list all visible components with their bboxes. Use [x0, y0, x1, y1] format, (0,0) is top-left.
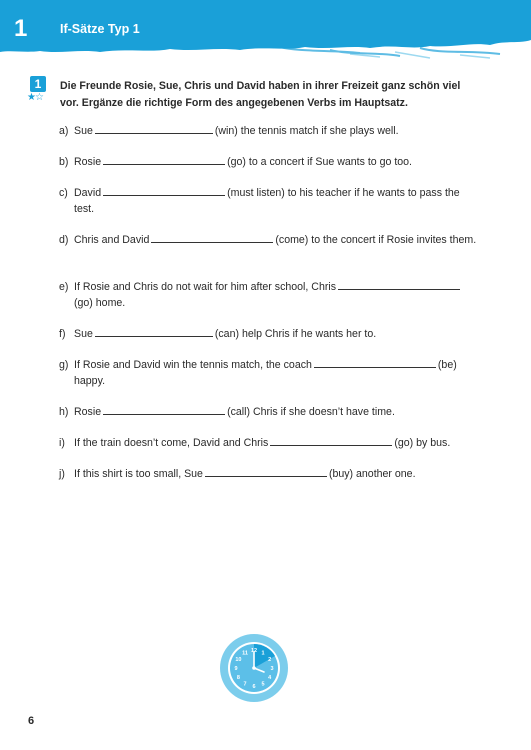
item-letter: c): [59, 187, 68, 199]
item-text-before: Rosie: [74, 156, 102, 168]
chapter-header: [0, 0, 531, 78]
item-text-before: Rosie: [74, 406, 102, 418]
clock-numeral: 2: [268, 657, 272, 663]
item-text-after: (must listen) to his teacher if he wants to pass the test.: [74, 187, 460, 215]
item-text-after: (come) to the concert if Rosie invites them.: [275, 234, 477, 246]
clock-numeral: 10: [235, 657, 242, 663]
clock-numeral: 1: [261, 650, 265, 657]
answer-blank[interactable]: [103, 186, 225, 196]
answer-blank[interactable]: [103, 155, 225, 165]
item-letter: b): [59, 156, 69, 168]
clock-numeral: 8: [236, 675, 240, 681]
item-text-before: Sue: [74, 125, 93, 137]
item-text-before: If this shirt is too small, Sue: [74, 468, 203, 480]
item-letter: f): [59, 328, 66, 340]
clock-numeral: 3: [270, 666, 274, 672]
item-text-after: (can) help Chris if he wants her to.: [214, 328, 377, 340]
item-text-before: If Rosie and David win the tennis match, the coach: [74, 359, 312, 371]
brush-banner: [0, 0, 531, 78]
chapter-number: 1: [14, 15, 28, 42]
item-text-after: (go) home.: [74, 297, 126, 309]
clock-numeral: 12: [250, 648, 258, 654]
task-number-badge: 1: [30, 76, 46, 92]
item-letter: g): [59, 359, 69, 371]
answer-blank[interactable]: [314, 358, 436, 368]
clock-numeral: 6: [252, 684, 256, 690]
clock-numeral: 7: [243, 681, 247, 688]
item-letter: e): [59, 281, 69, 293]
item-text-after: (go) to a concert if Sue wants to go too.: [227, 156, 412, 168]
item-letter: j): [59, 468, 65, 480]
item-text-after: (win) the tennis match if she plays well.: [214, 125, 399, 137]
item-text-after: (go) by bus.: [394, 437, 451, 449]
item-text-after: (be) happy.: [74, 359, 457, 387]
clock-numeral: 5: [261, 681, 265, 688]
item-text-before: If Rosie and Chris do not wait for him after school, Chris: [74, 281, 337, 293]
item-text-before: If the train doesn’t come, David and Chris: [74, 437, 269, 449]
page-number: 6: [28, 715, 35, 727]
answer-blank[interactable]: [103, 405, 225, 415]
item-text-after: (call) Chris if she doesn’t have time.: [227, 406, 395, 418]
clock-icon: [218, 632, 290, 704]
item-letter: a): [59, 125, 69, 137]
difficulty-stars-icon: ★☆: [27, 92, 43, 103]
item-text-after: (buy) another one.: [328, 468, 416, 480]
answer-blank[interactable]: [95, 327, 213, 337]
item-text-before: David: [74, 187, 102, 199]
answer-blank[interactable]: [270, 436, 392, 446]
answer-blank[interactable]: [205, 467, 327, 477]
clock-numeral: 4: [268, 675, 272, 681]
item-text-before: Chris and David: [74, 234, 150, 246]
item-letter: h): [59, 406, 69, 418]
answer-blank[interactable]: [338, 280, 460, 290]
task-instructions: Die Freunde Rosie, Sue, Chris und David haben in ihrer Freizeit ganz schön viel vor. Ergänze die richtige Form des angegebenen Verbs im Hauptsatz.: [60, 80, 461, 109]
item-text-before: Sue: [74, 328, 93, 340]
item-letter: d): [59, 234, 69, 246]
answer-blank[interactable]: [151, 233, 273, 243]
answer-blank[interactable]: [95, 124, 213, 134]
chapter-title: If-Sätze Typ 1: [60, 22, 140, 36]
clock-numeral: 9: [234, 666, 238, 672]
item-letter: i): [59, 437, 65, 449]
clock-numeral: 11: [242, 650, 248, 657]
